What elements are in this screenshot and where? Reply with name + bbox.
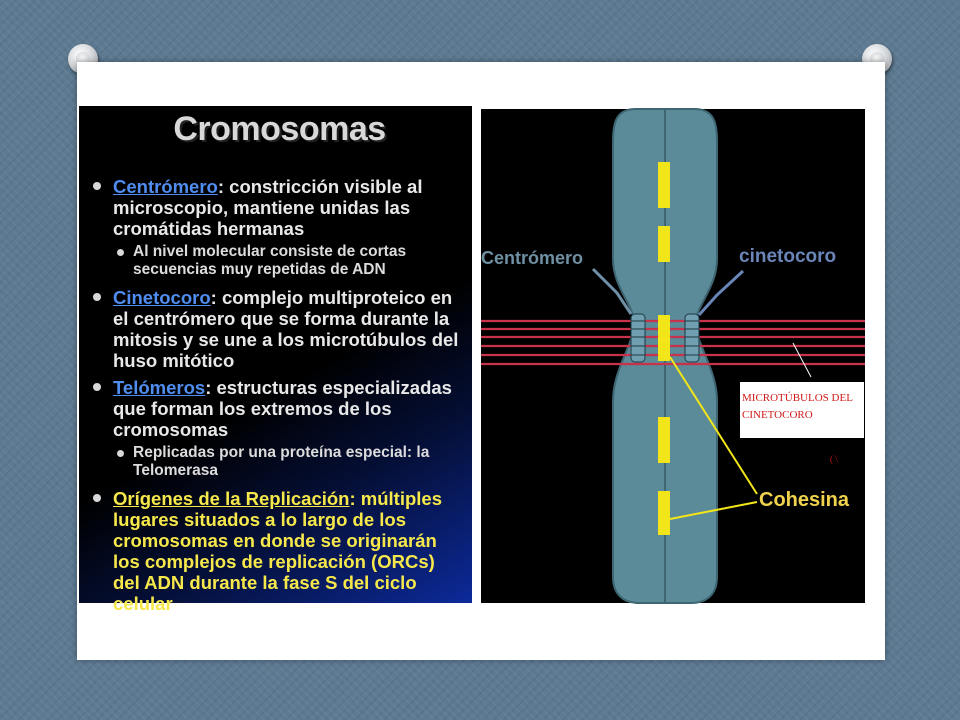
term-cinetocoro: Cinetocoro	[113, 287, 211, 308]
label-centromero: Centrómero	[481, 248, 584, 268]
bullet-dot-icon	[93, 182, 101, 190]
bullet-centromero	[93, 176, 465, 239]
bullet-text: : múltiples lugares situados a lo largo de los cromosomas en donde se originarán los complejos de replicación (ORCs) del ADN durante la fase S del ciclo celular	[113, 488, 442, 614]
subbullet-text: Al nivel molecular consiste de cortas secuencias muy repetidas de ADN	[133, 243, 407, 278]
microtubulos-label-box	[740, 382, 864, 438]
microtubulos-label	[742, 390, 864, 424]
bullet-text: : estructuras especializadas que forman los extremos de los cromosomas	[113, 377, 452, 440]
subbullet-telomerasa	[93, 444, 465, 480]
term-centromero: Centrómero	[113, 176, 218, 197]
cromosomas-text-panel	[79, 106, 472, 614]
bullet-cinetocoro	[93, 287, 465, 371]
bullet-dot-icon	[93, 494, 101, 502]
kinetochore-left	[631, 314, 645, 362]
stray-mark: ( \	[830, 454, 838, 464]
microtubulos-pointer	[793, 343, 811, 377]
bullet-dot-icon	[93, 293, 101, 301]
kinetochore-right	[685, 314, 699, 362]
bullet-telomeros	[93, 377, 465, 440]
subbullet-adn	[93, 243, 465, 279]
microtubulos-line1: MICROTÚBULOS DEL	[742, 392, 853, 404]
bullet-text: : complejo multiproteico en el centrómero que se forma durante la mitosis y se une a los microtúbulos del huso mitótico	[113, 287, 459, 371]
label-cohesina: Cohesina	[759, 489, 850, 511]
panel-title: Cromosomas	[173, 110, 386, 148]
bullet-list	[93, 176, 465, 620]
bullet-dot-icon	[93, 383, 101, 391]
label-cinetocoro: cinetocoro	[739, 246, 837, 267]
subbullet-text: Replicadas por una proteína especial: la Telomerasa	[133, 444, 430, 479]
bullet-dot-icon	[117, 450, 124, 457]
chromosome-diagram-panel	[481, 109, 865, 603]
term-telomeros: Telómeros	[113, 377, 206, 398]
bullet-dot-icon	[117, 249, 124, 256]
bullet-origenes	[93, 488, 465, 614]
bullet-text: : constricción visible al microscopio, mantiene unidas las cromátidas hermanas	[113, 176, 423, 239]
term-origenes: Orígenes de la Replicación	[113, 488, 350, 509]
chromosome-diagram	[481, 109, 865, 603]
microtubulos-line2: CINETOCORO	[742, 409, 813, 421]
